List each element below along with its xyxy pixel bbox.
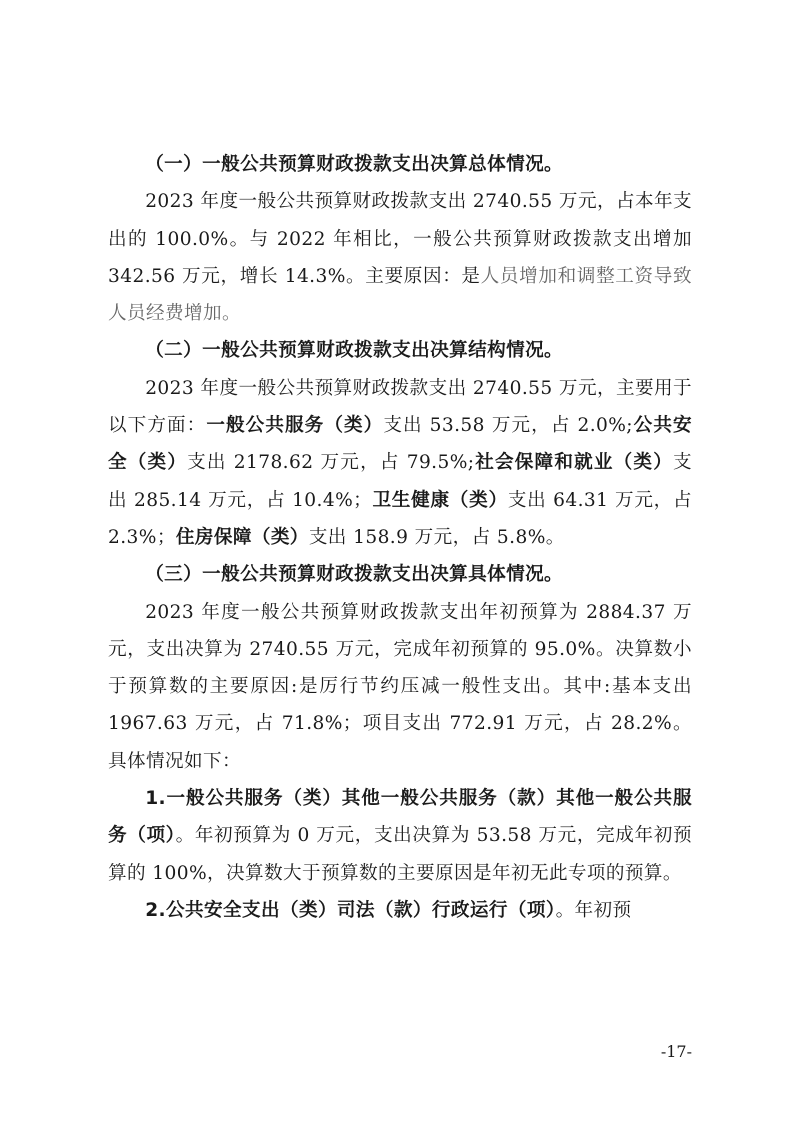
section2-paragraph	[108, 370, 692, 556]
section1-heading: （一）一般公共预算财政拨款支出决算总体情况。	[145, 154, 564, 175]
page-number: -17-	[660, 1042, 692, 1061]
expense-category-name: 住房保障（类）	[175, 526, 309, 548]
section3-paragraph: 2023 年度一般公共预算财政拨款支出年初预算为 2884.37 万元，支出决算为 2740.55 万元，完成年初预算的 95.0%。决算数小于预算数的主要原因:是厉行节约压减一般性支出。其中:基本支出 1967.63 万元，占 71.8%；项目支出 772.91 万元，占 28.2%。具体情况如下：	[108, 601, 692, 772]
expense-category-name: 社会保障和就业（类）	[474, 452, 673, 474]
section3-heading: （三）一般公共预算财政拨款支出决算具体情况。	[145, 564, 564, 586]
section1-reason: 人员增加和调整工资导致人员经费增加。	[108, 265, 692, 325]
item2-text: 。年初预	[555, 899, 632, 921]
document-body	[108, 146, 692, 929]
section2-heading: （二）一般公共预算财政拨款支出决算结构情况。	[145, 340, 564, 362]
expense-category-name: 卫生健康（类）	[372, 489, 508, 511]
item2-paragraph	[108, 892, 692, 929]
expense-category-text: 支出 2178.62 万元，占 79.5%;	[187, 452, 475, 474]
expense-category-name: 公共安全（类）	[108, 415, 692, 474]
section1-paragraph	[108, 183, 692, 332]
expense-category-text: 支出 53.58 万元，占 2.0%;	[383, 415, 633, 437]
item1-paragraph	[108, 780, 692, 892]
section2-intro: 2023 年度一般公共预算财政拨款支出 2740.55 万元，主要用于以下方面：	[108, 377, 692, 437]
expense-category-name: 一般公共服务（类）	[206, 415, 384, 437]
item2-title: 2.公共安全支出（类）司法（款）行政运行（项）	[145, 899, 556, 921]
section1-text: 2023 年度一般公共预算财政拨款支出 2740.55 万元，占本年支出的 100.0%。与 2022 年相比，一般公共预算财政拨款支出增加 342.56 万元，增长 14.3%。主要原因：是	[108, 191, 692, 287]
item1-text: 。年初预算为 0 万元，支出决算为 53.58 万元，完成年初预算的 100%，决算数大于预算数的主要原因是年初无此专项的预算。	[108, 825, 692, 884]
expense-category-text: 支出 64.31 万元，占 2.3%；	[108, 489, 692, 548]
item1-title: 1.一般公共服务（类）其他一般公共服务（款）其他一般公共服务（项）	[108, 788, 692, 847]
expense-category-text: 支出 158.9 万元，占 5.8%。	[308, 526, 565, 548]
expense-category-text: 支出 285.14 万元，占 10.4%；	[108, 452, 692, 511]
